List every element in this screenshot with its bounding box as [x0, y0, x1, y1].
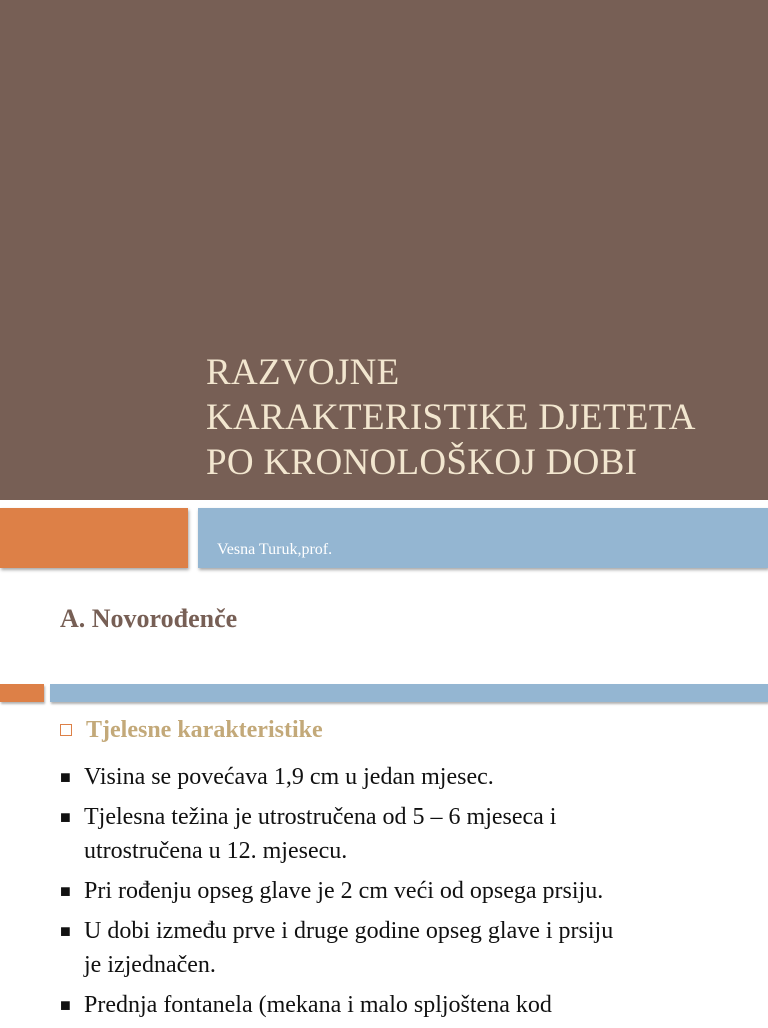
bullet-text-line: Pri rođenju opseg glave je 2 cm veći od opsega prsiju. — [84, 878, 604, 904]
divider-bar-blue — [50, 684, 768, 702]
slide-subtitle: Vesna Turuk,prof. — [217, 541, 333, 558]
bullet-list — [60, 760, 750, 1028]
divider-bar-orange — [0, 684, 44, 702]
accent-bar-blue — [198, 508, 768, 568]
list-item — [60, 800, 750, 868]
square-bullet-icon: ■ — [60, 807, 71, 827]
bullet-text-line: je izjednačen. — [84, 952, 216, 978]
section-heading: A. Novorođenče — [60, 604, 238, 633]
bullet-text-line: utrostručena u 12. mjesecu. — [84, 838, 348, 864]
list-item — [60, 760, 750, 794]
list-item — [60, 914, 750, 982]
square-bullet-icon: ■ — [60, 921, 71, 941]
square-bullet-icon: ■ — [60, 995, 71, 1015]
title-line: PO KRONOLOŠKOJ DOBI — [206, 442, 638, 483]
list-item — [60, 988, 750, 1022]
accent-bar-orange — [0, 508, 188, 568]
bullet-text-line: Prednja fontanela (mekana i malo spljoštena kod — [84, 992, 552, 1018]
square-bullet-icon: ■ — [60, 767, 71, 787]
bullet-text-line: Tjelesna težina je utrostručena od 5 – 6 mjeseca i — [84, 804, 557, 830]
title-line: RAZVOJNE — [206, 352, 400, 393]
title-line: KARAKTERISTIKE DJETETA — [206, 397, 696, 438]
hollow-square-bullet-icon — [60, 724, 72, 736]
slide-title — [206, 350, 746, 485]
bullet-text-line: U dobi između prve i druge godine opseg glave i prsiju — [84, 918, 614, 944]
content-heading-label: Tjelesne karakteristike — [86, 717, 323, 743]
content-heading — [60, 717, 323, 744]
square-bullet-icon: ■ — [60, 881, 71, 901]
bullet-text-line: Visina se povećava 1,9 cm u jedan mjesec. — [84, 764, 494, 790]
list-item — [60, 874, 750, 908]
